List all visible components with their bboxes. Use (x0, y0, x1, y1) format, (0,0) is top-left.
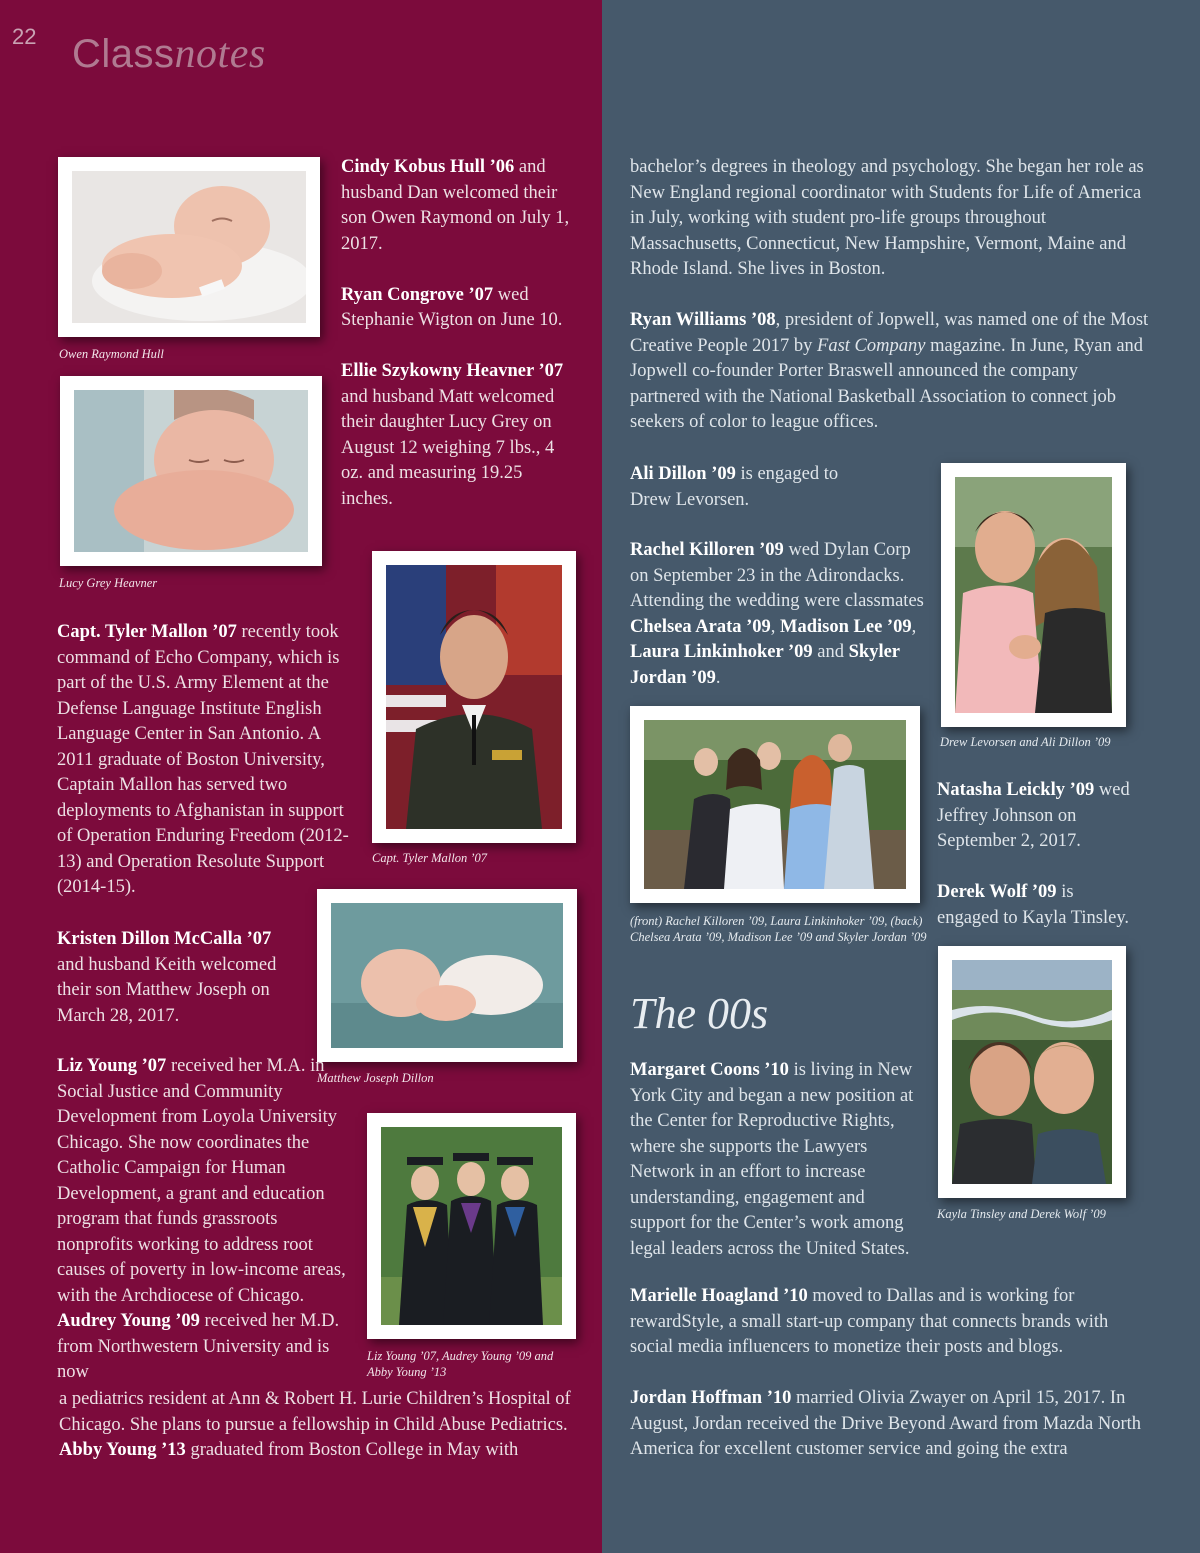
text-heavner: and husband Matt welcomed their daughter Lucy Grey on August 12 weighing 7 lbs., 4 oz. and measuring 19.25 inches. (341, 386, 555, 509)
name-dillon: Ali Dillon ’09 (630, 464, 736, 484)
photo-tyler-mallon (372, 551, 576, 843)
text-liz-young: received her M.A. in Social Justice and Community Development from Loyola University Chicago. She now coordinates the Catholic Campaign for Human Development, a grant and education program that funds grassroots nonprofits working to address root causes of poverty in low-income areas, with the Archdiocese of Chicago. (57, 1056, 346, 1306)
sep-1: , (770, 616, 781, 637)
name-coons: Margaret Coons ’10 (630, 1060, 789, 1080)
text-coons: is living in New York City and began a new position at the Center for Reproductive Rights, where she supports the Lawyers Network in an effort to increase understanding, engagement and support for the Center’s work among legal leaders across the United States. (630, 1060, 914, 1259)
caption-wedding: (front) Rachel Killoren ’09, Laura Linkinhoker ’09, (back) Chelsea Arata ’09, Madison Lee ’09 and Skyler Jordan ’09 (630, 914, 927, 944)
name-williams: Ryan Williams ’08 (630, 310, 776, 330)
name-hull: Cindy Kobus Hull ’06 (341, 157, 515, 177)
name-liz-young: Liz Young ’07 (57, 1056, 167, 1076)
text-hoffman: married Olivia Zwayer on April 15, 2017. In August, Jordan received the Drive Beyond Award from Mazda North America for excellent customer service and going the extra (630, 1388, 1142, 1459)
photo-dillon-levorsen (941, 463, 1126, 727)
caption-wolf: Kayla Tinsley and Derek Wolf ’09 (937, 1207, 1106, 1221)
text-leickly: wed Jeffrey Johnson on September 2, 2017. (937, 780, 1130, 851)
note-dillon (630, 462, 870, 539)
page-number: 22 (12, 24, 37, 49)
name-mallon: Capt. Tyler Mallon ’07 (57, 622, 237, 642)
name-mccalla: Kristen Dillon McCalla ’07 (57, 929, 272, 949)
name-hoffman: Jordan Hoffman ’10 (630, 1388, 792, 1408)
note-leickly (937, 778, 1137, 957)
header-notes: notes (174, 31, 266, 77)
text-williams-2: magazine. In June, Ryan and Jopwell co-founder Porter Braswell announced the company partnered with the National Basketball Association to connect job seekers of color to league offices. (630, 335, 1144, 432)
caption-dillon: Drew Levorsen and Ali Dillon ’09 (940, 735, 1111, 749)
photo-wedding-classmates (630, 706, 920, 903)
text-dillon: is engaged to Drew Levorsen. (630, 464, 839, 510)
photo-lucy-grey-heavner (60, 376, 322, 566)
page-header (72, 30, 266, 78)
text-young-continued: bachelor’s degrees in theology and psychology. She began her role as New England regional coordinator with Students for Life of America in July, working with student pro-life groups throughout Massachusetts, Connecticut, New Hampshire, Vermont, Maine and Rhode Island. She lives in Boston. (630, 157, 1144, 279)
note-coons (630, 1058, 922, 1288)
text-audrey-young-end: a pediatrics resident at Ann & Robert H. Lurie Children’s Hospital of Chicago. She plans to pursue a fellowship in Child Abuse Pediatrics. (59, 1389, 571, 1435)
note-hull (341, 155, 581, 538)
text-wolf: is engaged to Kayla Tinsley. (937, 882, 1130, 928)
note-young-continued (630, 155, 1150, 461)
name-leickly: Natasha Leickly ’09 (937, 780, 1095, 800)
name-heavner: Ellie Szykowny Heavner ’07 (341, 361, 564, 381)
caption-tyler: Capt. Tyler Mallon ’07 (372, 851, 488, 865)
name-linkinhoker: Laura Linkinhoker ’09 (630, 642, 813, 662)
name-arata: Chelsea Arata ’09 (630, 616, 771, 637)
header-class: Class (72, 32, 175, 76)
note-young-bottom (59, 1387, 594, 1464)
name-lee: Madison Lee ’09 (780, 616, 912, 637)
note-young (57, 1054, 352, 1386)
text-abby-young: graduated from Boston College in May with (185, 1440, 519, 1460)
text-hull: and husband Dan welcomed their son Owen Raymond on July 1, 2017. (341, 157, 570, 254)
name-jordan: Skyler Jordan ’09 (630, 642, 900, 688)
name-killoren: Rachel Killoren ’09 (630, 540, 784, 560)
caption-owen: Owen Raymond Hull (59, 347, 164, 361)
name-congrove: Ryan Congrove ’07 (341, 284, 494, 305)
note-hoagland (630, 1284, 1150, 1488)
text-mallon: recently took command of Echo Company, which is part of the U.S. Army Element at the Defense Language Institute English Language Center in San Antonio. A 2011 graduate of Boston University, Captain Mallon has served two deployments to Afghanistan in support of Operation Enduring Freedom (2012-13) and Operation Resolute Support (2014-15). (57, 622, 349, 897)
sep-3: and (812, 642, 849, 662)
section-title: The 00s (630, 989, 769, 1038)
sep-2: , (911, 616, 917, 637)
text-congrove: wed Stephanie Wigton on June 10. (341, 284, 563, 330)
name-audrey-young: Audrey Young ’09 (57, 1311, 200, 1331)
note-mallon (57, 620, 357, 926)
photo-owen-raymond-hull (58, 157, 320, 337)
name-abby-young: Abby Young ’13 (59, 1440, 186, 1460)
text-killoren: wed Dylan Corp on September 23 in the Adirondacks. Attending the wedding were classmates (630, 540, 924, 611)
text-audrey-young-start: received her M.D. from Northwestern University and is now (57, 1311, 340, 1382)
end-dot: . (715, 667, 721, 688)
text-mccalla: and husband Keith welcomed their son Matthew Joseph on March 28, 2017. (57, 954, 277, 1026)
name-hoagland: Marielle Hoagland ’10 (630, 1286, 808, 1306)
caption-matthew: Matthew Joseph Dillon (317, 1071, 434, 1085)
text-williams-magazine: Fast Company (817, 335, 926, 356)
caption-lucy: Lucy Grey Heavner (59, 576, 158, 590)
photo-young-sisters (367, 1113, 576, 1339)
photo-tinsley-wolf (938, 946, 1126, 1198)
caption-young: Liz Young ’07, Audrey Young ’09 and Abby Young ’13 (367, 1349, 554, 1379)
note-mccalla (57, 927, 302, 1055)
text-williams-1: , president of Jopwell, was named one of the Most Creative People 2017 by (630, 310, 1149, 356)
text-hoagland: moved to Dallas and is working for rewardStyle, a small start-up company that connects brands with social media influencers to monetize their posts and blogs. (630, 1286, 1109, 1357)
note-killoren (630, 538, 926, 717)
name-wolf: Derek Wolf ’09 (937, 882, 1057, 902)
